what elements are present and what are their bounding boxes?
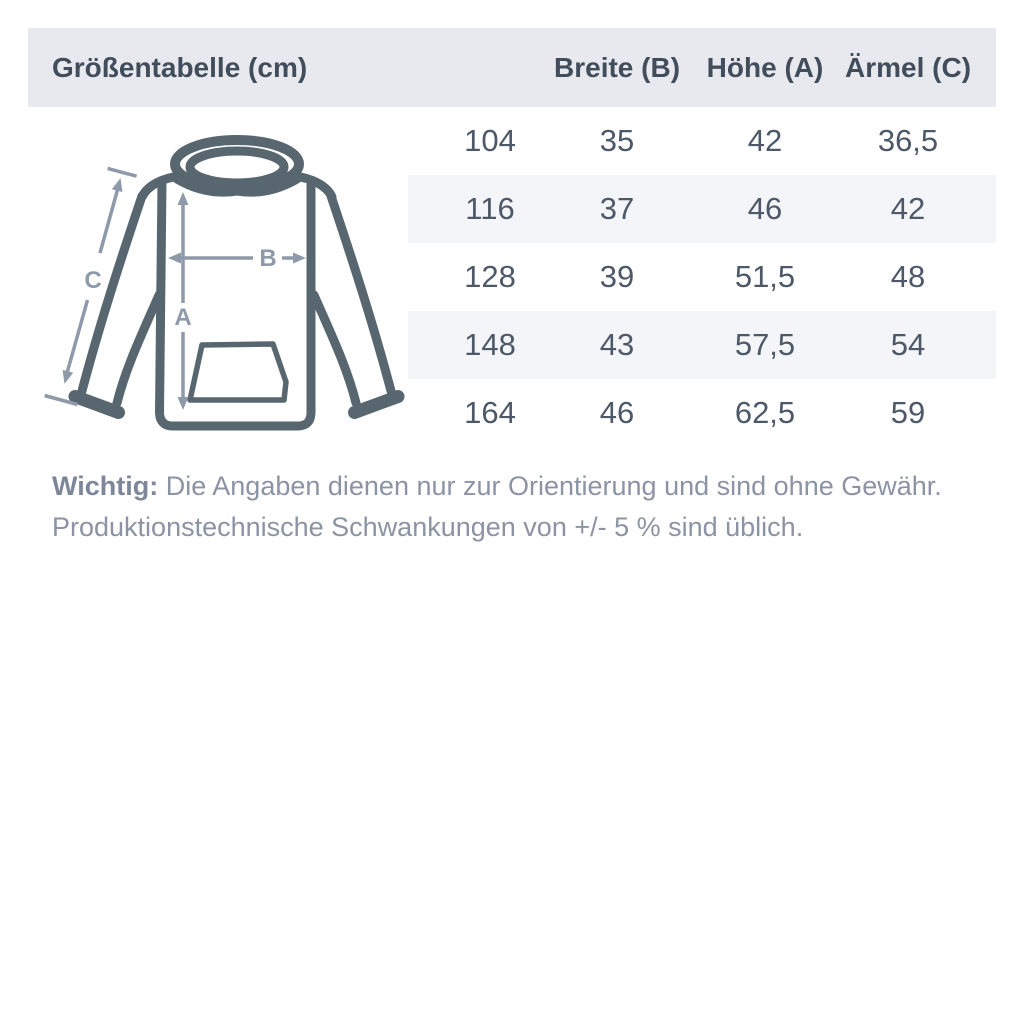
aermel-value: 42 — [890, 191, 926, 226]
disclaimer-line1: Die Angaben dienen nur zur Orientierung und sind ohne Gewähr. — [165, 471, 942, 501]
size-value: 104 — [464, 123, 516, 158]
hoehe-value: 62,5 — [734, 395, 796, 430]
breite-value: 46 — [599, 395, 635, 430]
breite-value: 35 — [599, 123, 635, 158]
size-value: 164 — [464, 395, 516, 430]
table-header-columns — [408, 28, 996, 107]
table-title: Größentabelle (cm) — [52, 51, 308, 83]
hoehe-value: 42 — [747, 123, 783, 158]
hoodie-diagram-icon — [40, 120, 420, 450]
aermel-value: 36,5 — [877, 123, 939, 158]
column-header-hoehe: Höhe (A) — [706, 51, 824, 83]
hoodie-outline-icon — [75, 140, 398, 426]
label-a: A — [174, 304, 192, 331]
breite-value: 37 — [599, 191, 635, 226]
disclaimer-line2: Produktionstechnische Schwankungen von +/- 5 % sind üblich. — [52, 512, 804, 542]
size-value: 128 — [464, 259, 516, 294]
aermel-value: 59 — [890, 395, 926, 430]
width-arrow-icon — [168, 253, 306, 264]
aermel-value: 54 — [890, 327, 926, 362]
breite-value: 39 — [599, 259, 635, 294]
height-arrow-icon — [178, 192, 189, 410]
hoehe-value: 51,5 — [734, 259, 796, 294]
label-b: B — [259, 245, 277, 272]
hoehe-value: 46 — [747, 191, 783, 226]
column-header-aermel: Ärmel (C) — [845, 51, 972, 83]
size-value: 116 — [465, 191, 515, 226]
breite-value: 43 — [599, 327, 635, 362]
hoehe-value: 57,5 — [734, 327, 796, 362]
table-header — [28, 28, 996, 107]
column-header-breite: Breite (B) — [554, 51, 681, 83]
disclaimer-note — [28, 466, 992, 548]
aermel-value: 48 — [890, 259, 926, 294]
disclaimer-label: Wichtig: — [52, 471, 159, 501]
size-value: 148 — [464, 327, 516, 362]
label-c: C — [84, 267, 102, 294]
